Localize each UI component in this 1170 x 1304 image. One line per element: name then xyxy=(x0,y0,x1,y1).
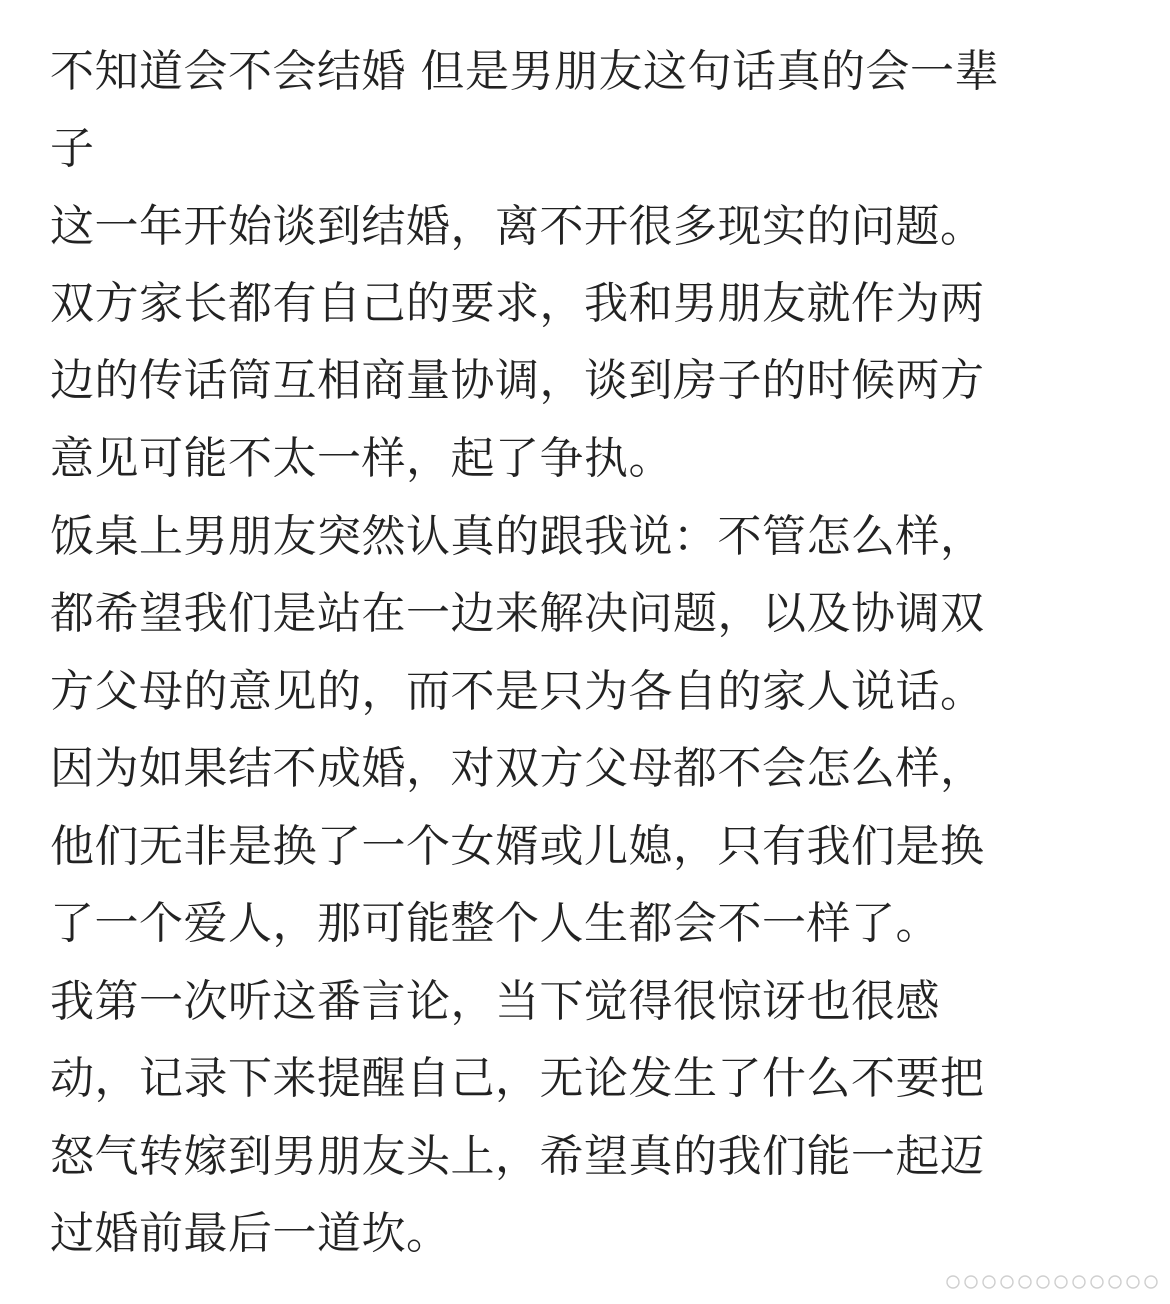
post-line: 饭桌上男朋友突然认真的跟我说：不管怎么样， xyxy=(50,511,985,562)
post-line: 不知道会不会结婚 但是男朋友这句话真的会一辈 xyxy=(50,46,999,97)
post-line: 过婚前最后一道坎。 xyxy=(50,1208,451,1259)
post-line: 方父母的意见的，而不是只为各自的家人说话。 xyxy=(50,666,985,717)
post-line: 子 xyxy=(50,123,95,174)
post-line: 了一个爱人，那可能整个人生都会不一样了。 xyxy=(50,898,940,949)
post-line: 都希望我们是站在一边来解决问题，以及协调双 xyxy=(50,588,985,639)
post-line: 我第一次听这番言论，当下觉得很惊讶也很感 xyxy=(50,976,940,1027)
post-line: 怒气转嫁到男朋友头上，希望真的我们能一起迈 xyxy=(50,1131,985,1182)
post-line: 双方家长都有自己的要求，我和男朋友就作为两 xyxy=(50,278,985,329)
post-line: 动，记录下来提醒自己，无论发生了什么不要把 xyxy=(50,1053,985,1104)
post-line: 边的传话筒互相商量协调，谈到房子的时候两方 xyxy=(50,355,985,406)
post-line: 他们无非是换了一个女婿或儿媳，只有我们是换 xyxy=(50,821,985,872)
post-line: 意见可能不太一样，起了争执。 xyxy=(50,433,673,484)
post-line: 因为如果结不成婚，对双方父母都不会怎么样， xyxy=(50,743,985,794)
dots-watermark-icon xyxy=(942,1271,1162,1298)
post-line: 这一年开始谈到结婚，离不开很多现实的问题。 xyxy=(50,201,985,252)
dots-watermark-icon xyxy=(942,1271,1162,1293)
